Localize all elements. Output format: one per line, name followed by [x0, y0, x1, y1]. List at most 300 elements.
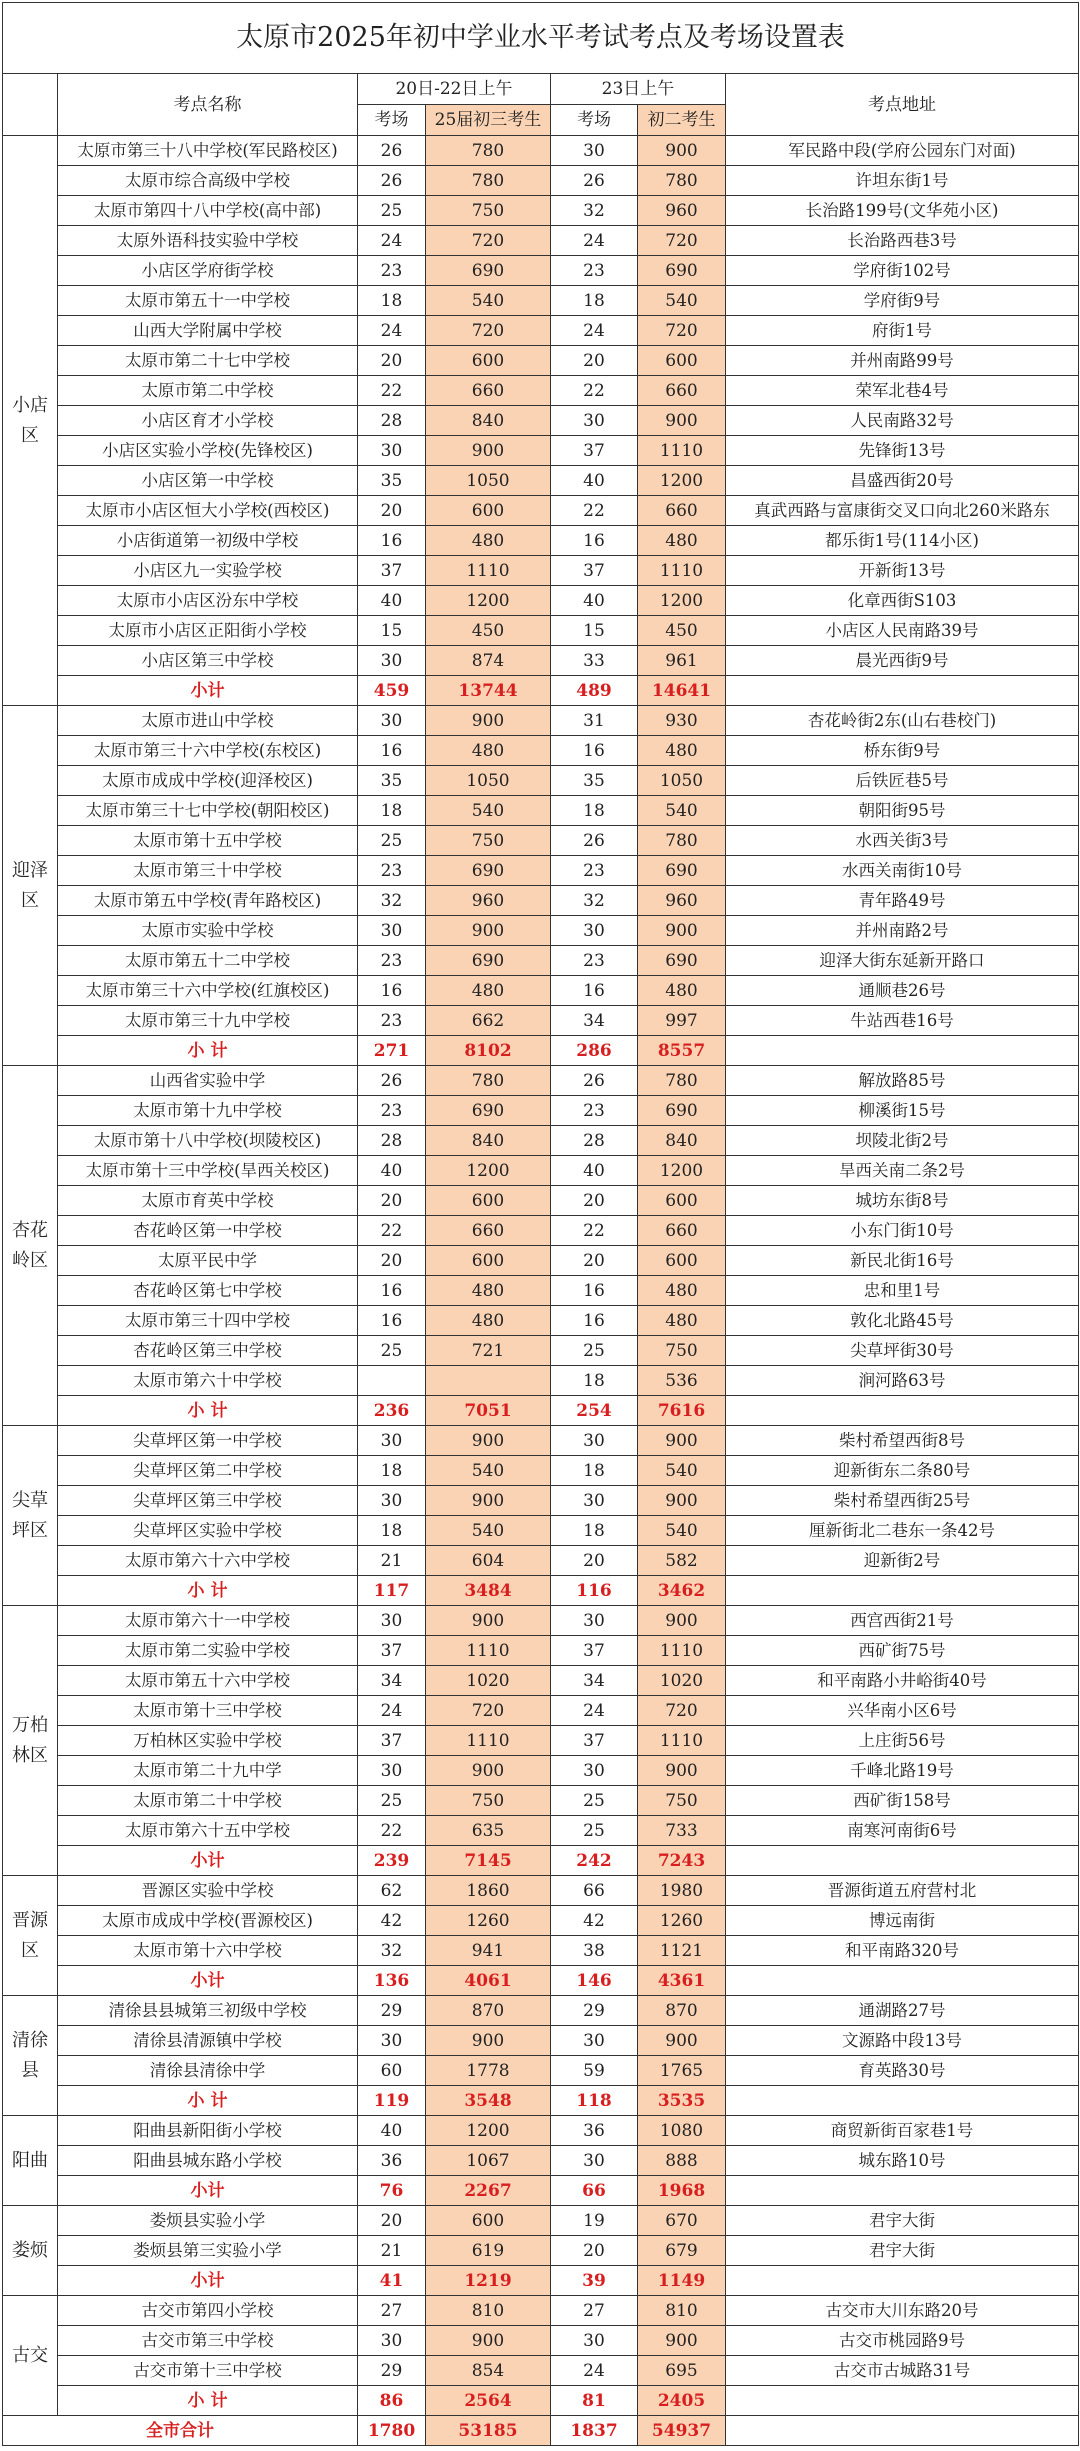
site-address: 桥东街9号: [726, 736, 1079, 766]
rooms-second-period: 66: [551, 1876, 638, 1906]
candidates-grade9: 750: [426, 826, 551, 856]
site-name: 清徐县清源镇中学校: [58, 2026, 358, 2056]
rooms-second-period: 38: [551, 1936, 638, 1966]
site-name: 山西大学附属中学校: [58, 316, 358, 346]
candidates-grade8: 690: [638, 256, 726, 286]
site-name: 太原市第三十六中学校(红旗校区): [58, 976, 358, 1006]
site-name: 太原市成成中学校(晋源校区): [58, 1906, 358, 1936]
site-name: 太原市第六十中学校: [58, 1366, 358, 1396]
candidates-grade8: 536: [638, 1366, 726, 1396]
rooms-first-period: 21: [358, 1546, 426, 1576]
candidates-grade8: 900: [638, 1606, 726, 1636]
subtotal-address-blank: [726, 1036, 1079, 1066]
candidates-grade8: 540: [638, 796, 726, 826]
site-name: 太原市第十三中学校(旱西关校区): [58, 1156, 358, 1186]
rooms-second-period: 20: [551, 1246, 638, 1276]
table-row: [3, 1276, 1079, 1306]
candidates-grade9: 480: [426, 526, 551, 556]
table-row: [3, 526, 1079, 556]
rooms-second-period: 23: [551, 856, 638, 886]
site-address: 西宫西街21号: [726, 1606, 1079, 1636]
candidates-grade9: 750: [426, 196, 551, 226]
rooms-second-period: 30: [551, 1486, 638, 1516]
subtotal-rooms-first-period: 86: [358, 2386, 426, 2416]
candidates-grade9: 1778: [426, 2056, 551, 2086]
subtotal-address-blank: [726, 1846, 1079, 1876]
rooms-second-period: 30: [551, 2326, 638, 2356]
subtotal-rooms-first-period: 239: [358, 1846, 426, 1876]
candidates-grade8: 1260: [638, 1906, 726, 1936]
candidates-grade8: 695: [638, 2356, 726, 2386]
candidates-grade9: 600: [426, 1246, 551, 1276]
candidates-grade9: 1200: [426, 2116, 551, 2146]
candidates-grade8: 1110: [638, 1726, 726, 1756]
table-row: [3, 1696, 1079, 1726]
candidates-grade9: 1110: [426, 1726, 551, 1756]
site-address: 商贸新街百家巷1号: [726, 2116, 1079, 2146]
candidates-grade9: 480: [426, 976, 551, 1006]
candidates-grade8: 660: [638, 496, 726, 526]
candidates-grade8: 750: [638, 1786, 726, 1816]
rooms-first-period: 23: [358, 256, 426, 286]
rooms-second-period: 16: [551, 1276, 638, 1306]
site-address: 西矿街75号: [726, 1636, 1079, 1666]
subtotal-row: [3, 2266, 1079, 2296]
rooms-first-period: 16: [358, 1276, 426, 1306]
subtotal-candidates-grade9: 1219: [426, 2266, 551, 2296]
subtotal-candidates-grade9: 3548: [426, 2086, 551, 2116]
table-row: [3, 2116, 1079, 2146]
table-row: [3, 586, 1079, 616]
rooms-first-period: 37: [358, 556, 426, 586]
candidates-grade8: 600: [638, 346, 726, 376]
candidates-grade8: 450: [638, 616, 726, 646]
subtotal-rooms-first-period: 459: [358, 676, 426, 706]
rooms2-header: 考场: [551, 105, 638, 136]
subtotal-rooms-first-period: 136: [358, 1966, 426, 1996]
table-row: [3, 556, 1079, 586]
subtotal-rooms-second-period: 118: [551, 2086, 638, 2116]
site-address: 朝阳街95号: [726, 796, 1079, 826]
candidates-grade8: 900: [638, 1756, 726, 1786]
site-address: 开新街13号: [726, 556, 1079, 586]
rooms-first-period: 40: [358, 586, 426, 616]
table-row: [3, 316, 1079, 346]
site-address: 柳溪街15号: [726, 1096, 1079, 1126]
district-name: 晋源区: [3, 1876, 58, 1996]
subtotal-candidates-grade9: 7051: [426, 1396, 551, 1426]
subtotal-row: [3, 1036, 1079, 1066]
table-row: [3, 496, 1079, 526]
candidates-grade9: 720: [426, 1696, 551, 1726]
rooms-second-period: 27: [551, 2296, 638, 2326]
candidates-grade8: 780: [638, 826, 726, 856]
table-row: [3, 1126, 1079, 1156]
site-address: 君宇大街: [726, 2236, 1079, 2266]
site-address: 水西关街3号: [726, 826, 1079, 856]
district-name: 万柏林区: [3, 1606, 58, 1876]
site-name: 杏花岭区第七中学校: [58, 1276, 358, 1306]
rooms-first-period: 60: [358, 2056, 426, 2086]
rooms-second-period: 30: [551, 2026, 638, 2056]
table-row: [3, 346, 1079, 376]
site-name: 太原平民中学: [58, 1246, 358, 1276]
rooms-second-period: 18: [551, 1366, 638, 1396]
subtotal-rooms-first-period: 41: [358, 2266, 426, 2296]
candidates-grade9: 1860: [426, 1876, 551, 1906]
rooms-first-period: 28: [358, 1126, 426, 1156]
candidates-grade9: 690: [426, 856, 551, 886]
site-address: 晨光西街9号: [726, 646, 1079, 676]
rooms-second-period: 30: [551, 916, 638, 946]
rooms-first-period: 62: [358, 1876, 426, 1906]
table-row: [3, 646, 1079, 676]
site-address: 柴村希望西街25号: [726, 1486, 1079, 1516]
table-row: [3, 736, 1079, 766]
rooms-second-period: 34: [551, 1006, 638, 1036]
rooms-first-period: 35: [358, 766, 426, 796]
candidates-grade9: 690: [426, 1096, 551, 1126]
table-row: [3, 1306, 1079, 1336]
table-row: [3, 1786, 1079, 1816]
subtotal-label: 小计: [58, 676, 358, 706]
subtotal-candidates-grade8: 7616: [638, 1396, 726, 1426]
candidates-grade8: 1980: [638, 1876, 726, 1906]
candidates-grade9: 690: [426, 256, 551, 286]
site-name: 古交市第四小学校: [58, 2296, 358, 2326]
subtotal-address-blank: [726, 2386, 1079, 2416]
exam-site-table: [2, 2, 1079, 2446]
candidates-grade9: 660: [426, 376, 551, 406]
subtotal-rooms-second-period: 242: [551, 1846, 638, 1876]
table-row: [3, 826, 1079, 856]
candidates-grade8: 870: [638, 1996, 726, 2026]
site-name: 太原市育英中学校: [58, 1186, 358, 1216]
table-row: [3, 1936, 1079, 1966]
rooms-second-period: 22: [551, 1216, 638, 1246]
site-name: 太原市第三十四中学校: [58, 1306, 358, 1336]
subtotal-candidates-grade9: 8102: [426, 1036, 551, 1066]
site-address: 城坊东街8号: [726, 1186, 1079, 1216]
rooms-second-period: 23: [551, 946, 638, 976]
candidates-grade8: 690: [638, 1096, 726, 1126]
candidates-grade8: 1121: [638, 1936, 726, 1966]
site-name: 太原市小店区汾东中学校: [58, 586, 358, 616]
candidates-grade8: 660: [638, 1216, 726, 1246]
candidates-grade9: 840: [426, 1126, 551, 1156]
subtotal-rooms-first-period: 236: [358, 1396, 426, 1426]
table-row: [3, 166, 1079, 196]
candidates-grade8: 750: [638, 1336, 726, 1366]
rooms-second-period: 19: [551, 2206, 638, 2236]
rooms-first-period: 37: [358, 1726, 426, 1756]
site-name: 清徐县清徐中学: [58, 2056, 358, 2086]
site-address: 并州南路2号: [726, 916, 1079, 946]
rooms-second-period: 24: [551, 226, 638, 256]
rooms-first-period: 25: [358, 1786, 426, 1816]
site-name: 太原市综合高级中学校: [58, 166, 358, 196]
site-address: 新民北街16号: [726, 1246, 1079, 1276]
rooms-second-period: 33: [551, 646, 638, 676]
rooms-second-period: 23: [551, 1096, 638, 1126]
site-address: 杏花岭街2东(山右巷校门): [726, 706, 1079, 736]
site-address: 和平南路小井峪街40号: [726, 1666, 1079, 1696]
candidates-grade8: 888: [638, 2146, 726, 2176]
site-name: 杏花岭区第三中学校: [58, 1336, 358, 1366]
candidates-grade8: 780: [638, 166, 726, 196]
site-address: 厘新街北二巷东一条42号: [726, 1516, 1079, 1546]
subtotal-row: [3, 2086, 1079, 2116]
candidates-grade9: 900: [426, 1486, 551, 1516]
subtotal-rooms-second-period: 286: [551, 1036, 638, 1066]
site-address: 迎新街东二条80号: [726, 1456, 1079, 1486]
subtotal-candidates-grade8: 3535: [638, 2086, 726, 2116]
candidates-grade9: 960: [426, 886, 551, 916]
subtotal-address-blank: [726, 2176, 1079, 2206]
district-name: 阳曲: [3, 2116, 58, 2206]
rooms-first-period: 22: [358, 376, 426, 406]
site-name: 小店区育才小学校: [58, 406, 358, 436]
site-address: 柴村希望西街8号: [726, 1426, 1079, 1456]
table-row: [3, 2026, 1079, 2056]
site-name: 小店区实验小学校(先锋校区): [58, 436, 358, 466]
subtotal-address-blank: [726, 2266, 1079, 2296]
site-name: 阳曲县城东路小学校: [58, 2146, 358, 2176]
table-row: [3, 196, 1079, 226]
rooms-first-period: 40: [358, 2116, 426, 2146]
candidates-grade8: 1020: [638, 1666, 726, 1696]
subtotal-address-blank: [726, 1576, 1079, 1606]
site-address: 上庄街56号: [726, 1726, 1079, 1756]
candidates-grade9: 1050: [426, 766, 551, 796]
subtotal-rooms-first-period: 119: [358, 2086, 426, 2116]
district-name: 杏花岭区: [3, 1066, 58, 1426]
candidates-grade8: 1200: [638, 466, 726, 496]
candidates-grade9: 540: [426, 796, 551, 826]
candidates-grade8: 780: [638, 1066, 726, 1096]
table-row: [3, 916, 1079, 946]
subtotal-label: 小 计: [58, 2386, 358, 2416]
rooms-second-period: 32: [551, 196, 638, 226]
candidates-grade9: 635: [426, 1816, 551, 1846]
site-name: 太原市第二十七中学校: [58, 346, 358, 376]
table-row: [3, 1066, 1079, 1096]
district-name: 迎泽区: [3, 706, 58, 1066]
rooms-first-period: 26: [358, 166, 426, 196]
table-row: [3, 286, 1079, 316]
rooms-first-period: 30: [358, 1756, 426, 1786]
candidates-grade9: 854: [426, 2356, 551, 2386]
candidates-grade8: 720: [638, 316, 726, 346]
site-address: 古交市桃园路9号: [726, 2326, 1079, 2356]
candidates1-header: 25届初三考生: [426, 105, 551, 136]
rooms-first-period: 22: [358, 1816, 426, 1846]
site-name: 太原市第六十五中学校: [58, 1816, 358, 1846]
subtotal-candidates-grade8: 14641: [638, 676, 726, 706]
rooms-first-period: 27: [358, 2296, 426, 2326]
candidates-grade8: 480: [638, 736, 726, 766]
subtotal-label: 小 计: [58, 2086, 358, 2116]
rooms-second-period: 24: [551, 2356, 638, 2386]
rooms-second-period: 36: [551, 2116, 638, 2146]
table-row: [3, 2236, 1079, 2266]
site-name: 太原市第三十九中学校: [58, 1006, 358, 1036]
table-row: [3, 1336, 1079, 1366]
rooms-second-period: 34: [551, 1666, 638, 1696]
rooms-first-period: 18: [358, 1516, 426, 1546]
site-address: 敦化北路45号: [726, 1306, 1079, 1336]
rooms-first-period: 30: [358, 1606, 426, 1636]
candidates-grade8: 540: [638, 286, 726, 316]
site-name: 小店街道第一初级中学校: [58, 526, 358, 556]
table-row: [3, 2296, 1079, 2326]
subtotal-candidates-grade8: 3462: [638, 1576, 726, 1606]
candidates-grade9: 480: [426, 1276, 551, 1306]
candidates-grade9: 600: [426, 346, 551, 376]
table-row: [3, 946, 1079, 976]
candidates-grade9: 900: [426, 1756, 551, 1786]
site-address: 学府街9号: [726, 286, 1079, 316]
table-row: [3, 1726, 1079, 1756]
site-name: 太原市第三十中学校: [58, 856, 358, 886]
rooms-second-period: 18: [551, 1516, 638, 1546]
candidates-grade9: 600: [426, 2206, 551, 2236]
subtotal-rooms-second-period: 39: [551, 2266, 638, 2296]
rooms-first-period: 30: [358, 916, 426, 946]
rooms-second-period: 20: [551, 346, 638, 376]
candidates-grade8: 660: [638, 376, 726, 406]
candidates-grade9: 1067: [426, 2146, 551, 2176]
table-row: [3, 256, 1079, 286]
table-row: [3, 706, 1079, 736]
site-address: 君宇大街: [726, 2206, 1079, 2236]
candidates-grade9: 750: [426, 1786, 551, 1816]
exam-site-sheet: [2, 2, 1078, 2446]
rooms-first-period: 30: [358, 2326, 426, 2356]
rooms-second-period: 16: [551, 1306, 638, 1336]
candidates-grade9: 900: [426, 2026, 551, 2056]
subtotal-label: 小计: [58, 1846, 358, 1876]
rooms-first-period: 24: [358, 226, 426, 256]
rooms-first-period: 21: [358, 2236, 426, 2266]
candidates-grade9: 1110: [426, 556, 551, 586]
site-name: 小店区第三中学校: [58, 646, 358, 676]
rooms-second-period: 25: [551, 1786, 638, 1816]
period1-header: 20日-22日上午: [358, 74, 551, 105]
candidates-grade9: 540: [426, 1456, 551, 1486]
site-name: 太原市成成中学校(迎泽校区): [58, 766, 358, 796]
table-row: [3, 886, 1079, 916]
rooms-first-period: 23: [358, 1006, 426, 1036]
rooms-second-period: 35: [551, 766, 638, 796]
rooms-second-period: 20: [551, 1546, 638, 1576]
subtotal-candidates-grade8: 8557: [638, 1036, 726, 1066]
rooms-second-period: 18: [551, 796, 638, 826]
candidates-grade9: 900: [426, 436, 551, 466]
subtotal-row: [3, 1396, 1079, 1426]
total-candidates-grade8: 54937: [638, 2416, 726, 2446]
site-address: 小东门街10号: [726, 1216, 1079, 1246]
rooms-first-period: 42: [358, 1906, 426, 1936]
candidates-grade8: 900: [638, 916, 726, 946]
rooms-first-period: [358, 1366, 426, 1396]
site-address: 府街1号: [726, 316, 1079, 346]
rooms-first-period: 25: [358, 196, 426, 226]
candidates-grade9: 1110: [426, 1636, 551, 1666]
candidates-grade8: 1110: [638, 1636, 726, 1666]
site-name: 太原市第二实验中学校: [58, 1636, 358, 1666]
site-name: 古交市第十三中学校: [58, 2356, 358, 2386]
subtotal-rooms-second-period: 146: [551, 1966, 638, 1996]
site-address: 文源路中段13号: [726, 2026, 1079, 2056]
site-name: 太原市第二中学校: [58, 376, 358, 406]
site-name: 太原市第三十八中学校(军民路校区): [58, 136, 358, 166]
candidates-grade8: 900: [638, 2326, 726, 2356]
candidates-grade8: 1050: [638, 766, 726, 796]
district-name: 古交: [3, 2296, 58, 2416]
address-header: 考点地址: [726, 74, 1079, 136]
site-address: 古交市古城路31号: [726, 2356, 1079, 2386]
candidates-grade9: 540: [426, 1516, 551, 1546]
site-address: 后铁匠巷5号: [726, 766, 1079, 796]
site-name: 杏花岭区第一中学校: [58, 1216, 358, 1246]
candidates-grade9: 600: [426, 496, 551, 526]
candidates-grade9: [426, 1366, 551, 1396]
rooms-first-period: 29: [358, 2356, 426, 2386]
rooms-second-period: 16: [551, 526, 638, 556]
rooms-first-period: 40: [358, 1156, 426, 1186]
district-header: [3, 74, 58, 136]
site-address: 荣军北巷4号: [726, 376, 1079, 406]
candidates-grade8: 900: [638, 2026, 726, 2056]
table-row: [3, 1156, 1079, 1186]
candidates-grade9: 900: [426, 706, 551, 736]
rooms-second-period: 40: [551, 466, 638, 496]
table-row: [3, 856, 1079, 886]
rooms-second-period: 20: [551, 2236, 638, 2266]
candidates-grade8: 900: [638, 1426, 726, 1456]
subtotal-rooms-first-period: 271: [358, 1036, 426, 1066]
rooms-first-period: 30: [358, 436, 426, 466]
candidates-grade9: 1260: [426, 1906, 551, 1936]
site-address: 都乐街1号(114小区): [726, 526, 1079, 556]
rooms-first-period: 20: [358, 346, 426, 376]
subtotal-row: [3, 1846, 1079, 1876]
site-name: 阳曲县新阳街小学校: [58, 2116, 358, 2146]
site-name: 尖草坪区第二中学校: [58, 1456, 358, 1486]
grand-total-label: 全市合计: [3, 2416, 358, 2446]
subtotal-candidates-grade9: 2564: [426, 2386, 551, 2416]
site-address: 通顺巷26号: [726, 976, 1079, 1006]
site-address: 坝陵北街2号: [726, 1126, 1079, 1156]
rooms-first-period: 30: [358, 1486, 426, 1516]
candidates-grade9: 480: [426, 736, 551, 766]
site-name: 太原市小店区正阳街小学校: [58, 616, 358, 646]
site-name: 太原外语科技实验中学校: [58, 226, 358, 256]
rooms-first-period: 16: [358, 526, 426, 556]
site-name: 太原市第五十一中学校: [58, 286, 358, 316]
candidates-grade9: 662: [426, 1006, 551, 1036]
site-address: 真武西路与富康街交叉口向北260米路东: [726, 496, 1079, 526]
site-name: 太原市第十五中学校: [58, 826, 358, 856]
table-row: [3, 1666, 1079, 1696]
site-name: 太原市第十八中学校(坝陵校区): [58, 1126, 358, 1156]
subtotal-candidates-grade8: 2405: [638, 2386, 726, 2416]
site-name: 太原市第六十一中学校: [58, 1606, 358, 1636]
rooms-first-period: 36: [358, 2146, 426, 2176]
table-row: [3, 1456, 1079, 1486]
subtotal-candidates-grade9: 2267: [426, 2176, 551, 2206]
